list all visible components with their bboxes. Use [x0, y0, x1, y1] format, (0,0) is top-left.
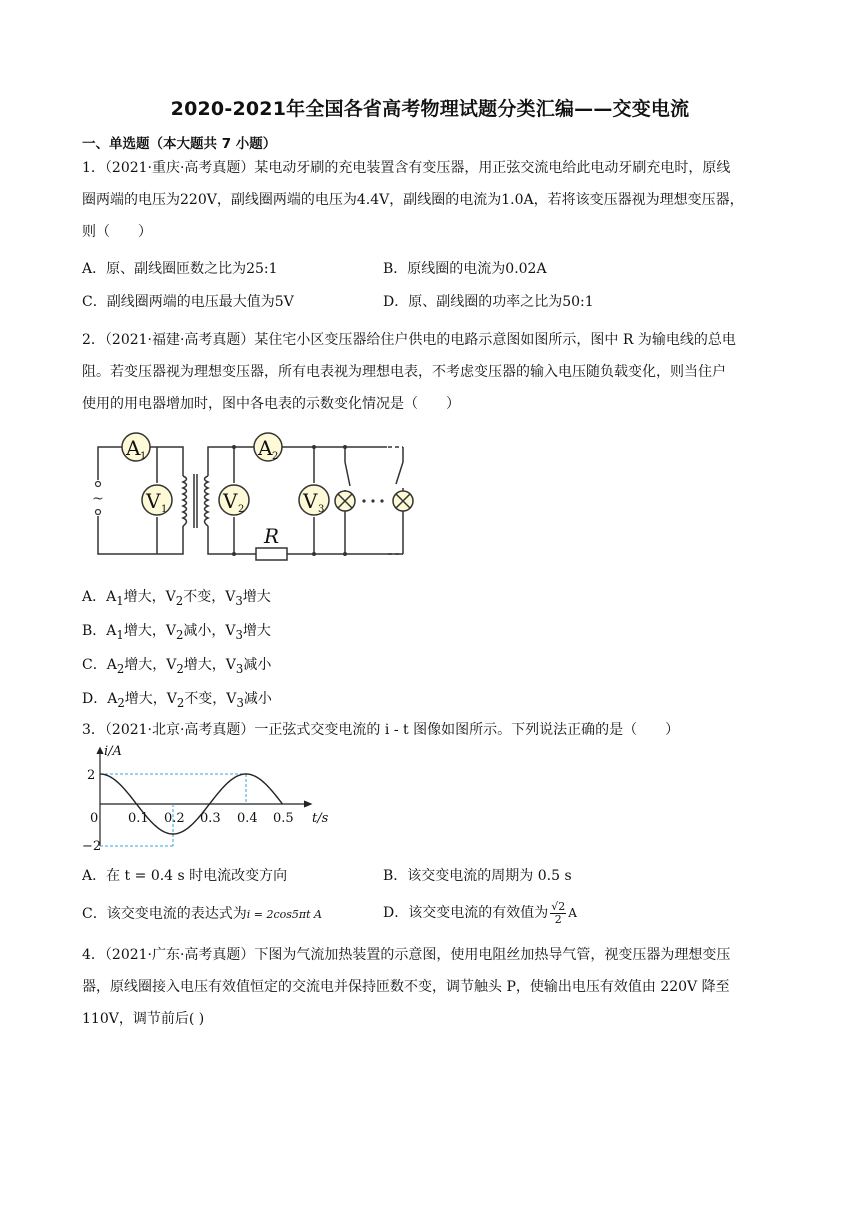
ammeter-a1 [122, 433, 150, 462]
question-3-option-b: B．该交变电流的周期为 0.5 s [383, 868, 572, 884]
question-2-line-2: 阻。若变压器视为理想变压器，所有电表视为理想电表，不考虑变压器的输入电压随负载变化，则当住户 [82, 364, 726, 380]
question-3-option-a: A．在 t = 0.4 s 时电流改变方向 [82, 868, 288, 884]
question-1-line-1: 1．（2021·重庆·高考真题）某电动牙刷的充电装置含有变压器，用正弦交流电给此电动牙刷充电时，原线 [82, 160, 731, 176]
voltmeter-v2-subscript: 2 [238, 504, 245, 515]
question-2-option-d: D．$A_2$增大，$V_2$不变，$V_3$减小 [82, 691, 272, 710]
y-axis-label: i/A [104, 744, 122, 759]
x-tick-0-1: 0.1 [128, 811, 149, 826]
question-4-line-2: 器，原线圈接入电压有效值恒定的交流电并保持匝数不变，调节触头 P，使输出电压有效值由 220V 降至 [82, 979, 730, 995]
question-2-stem [82, 324, 782, 420]
y-tick-neg-2: −2 [82, 839, 102, 854]
lamp-ellipsis-dots [362, 499, 383, 502]
question-1-option-d: D．原、副线圈的功率之比为50:1 [383, 294, 594, 310]
voltmeter-v2 [219, 485, 249, 515]
origin-label: 0 [90, 811, 99, 826]
x-axis-label: t/s [312, 811, 329, 826]
question-1-option-a: A．原、副线圈匝数之比为25:1 [82, 261, 278, 277]
question-1-option-b: B．原线圈的电流为0.02A [383, 261, 547, 277]
question-2-line-1: 2．（2021·福建·高考真题）某住宅小区变压器给住户供电的电路示意图如图所示，图中 R 为输电线的总电 [82, 332, 736, 348]
ac-source-terminal-top [96, 482, 101, 487]
question-2-line-3: 使用的用电器增加时，图中各电表的示数变化情况是（ ） [82, 396, 460, 412]
question-3-option-d-fraction: $\frac{√2}{2}$ [551, 899, 566, 926]
voltmeter-v1-subscript: 1 [161, 504, 168, 515]
question-2-option-a: A．$A_1$增大，$V_2$不变，$V_3$增大 [82, 589, 271, 608]
circuit-diagram [88, 428, 418, 563]
question-3-option-c-expr: i = 2cos5πt A [246, 908, 322, 921]
section-heading: 一、单选题（本大题共 7 小题） [82, 136, 277, 152]
voltmeter-v3-label: V [303, 489, 318, 513]
question-1-stem [82, 152, 782, 248]
guide-lines [100, 774, 246, 846]
current-time-graph [82, 744, 332, 854]
voltmeter-v3 [299, 485, 329, 515]
x-tick-0-5: 0.5 [273, 811, 294, 826]
question-4-line-3: 110V，调节前后( ) [82, 1011, 205, 1027]
question-1-line-2: 圈两端的电压为220V，副线圈两端的电压为4.4V，副线圈的电流为1.0A，若将该变压器视为理想变压器， [82, 192, 744, 208]
resistor-label: R [264, 524, 280, 548]
x-tick-0-4: 0.4 [237, 811, 258, 826]
ammeter-a2-label: A [258, 436, 273, 460]
question-1-option-c: C．副线圈两端的电压最大值为5V [82, 294, 294, 310]
lamp-1 [335, 491, 355, 511]
page-title: 2020-2021年全国各省高考物理试题分类汇编——交变电流 [170, 98, 690, 120]
question-4-line-1: 4．（2021·广东·高考真题）下图为气流加热装置的示意图，使用电阻丝加热导气管，视变压器为理想变压 [82, 947, 731, 963]
voltmeter-v3-subscript: 3 [318, 504, 325, 515]
question-4-stem [82, 939, 782, 1035]
ammeter-a1-label: A [126, 436, 141, 460]
voltmeter-v2-label: V [223, 489, 238, 513]
ac-source-symbol: ~ [92, 491, 104, 507]
voltmeter-v1 [142, 485, 172, 515]
question-3-option-d: D．该交变电流的有效值为 $\frac{√2}{2}$ A [383, 899, 577, 926]
ac-source-terminal-bottom [96, 510, 101, 515]
voltmeter-v1-label: V [146, 489, 161, 513]
ammeter-a1-subscript: 1 [140, 451, 147, 462]
lamp-2 [393, 491, 413, 511]
question-1-line-3: 则（ ） [82, 224, 152, 240]
question-3-option-c: C．该交变电流的表达式为i = 2cos5πt A [82, 906, 322, 922]
ammeter-a2 [254, 433, 282, 462]
y-tick-2: 2 [87, 768, 96, 783]
question-3-stem: 3．（2021·北京·高考真题）一正弦式交变电流的 i - t 图像如图所示。下列说法正确的是（ ） [82, 722, 680, 738]
question-2-option-b: B．$A_1$增大，$V_2$减小，$V_3$增大 [82, 623, 271, 642]
question-2-option-c: C．$A_2$增大，$V_2$增大，$V_3$减小 [82, 657, 272, 676]
x-tick-0-2: 0.2 [164, 811, 185, 826]
x-tick-0-3: 0.3 [200, 811, 221, 826]
ammeter-a2-subscript: 2 [272, 451, 279, 462]
